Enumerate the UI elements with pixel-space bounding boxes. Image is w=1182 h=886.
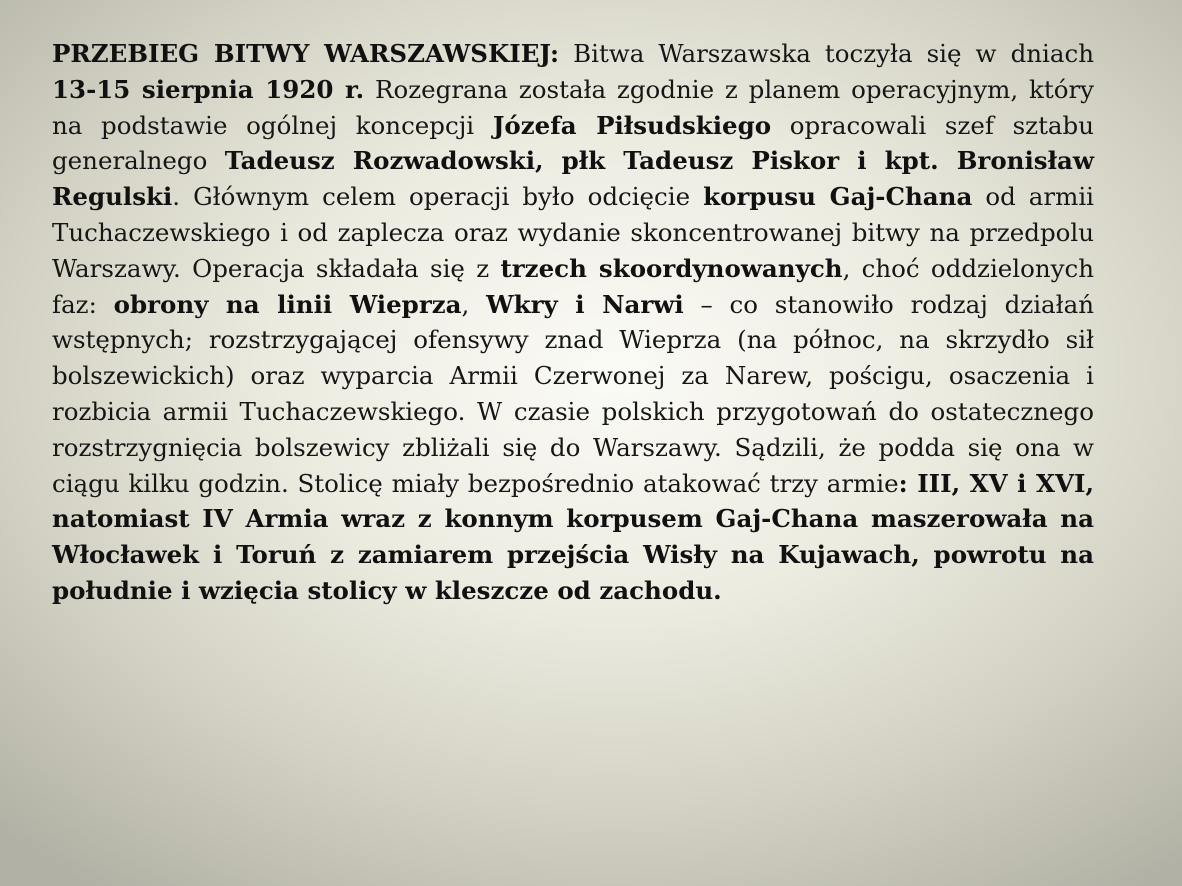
text-run: , bbox=[461, 289, 487, 319]
text-run: opracowali szef sztabu generalnego bbox=[52, 110, 1094, 176]
text-run-bold: 13-15 sierpnia 1920 r. bbox=[52, 74, 365, 104]
text-run: , choć oddzielonych faz: bbox=[52, 253, 1094, 319]
text-run: Bitwa Warszawska toczyła się w dniach bbox=[559, 39, 1094, 68]
text-run: Rozegrana została zgodnie z planem operacyjnym, który na podstawie ogólnej koncepcji bbox=[52, 74, 1095, 140]
text-run-bold: obrony na linii Wieprza bbox=[113, 289, 462, 319]
text-run-bold: PRZEBIEG BITWY WARSZAWSKIEJ: bbox=[52, 39, 560, 68]
text-run: od armii Tuchaczewskiego i od zaplecza oraz wydanie skoncentrowanej bitwy na przedpolu Warszawy. Operacja składała się z bbox=[52, 182, 1095, 283]
slide-text-paragraph bbox=[52, 36, 1094, 609]
text-run-bold: : III, XV i XVI, natomiast IV Armia wraz z konnym korpusem Gaj-Chana maszerowała na Włocławek i Toruń z zamiarem przejścia Wisły na Kujawach, powrotu na południe i wzięcia stolicy w kleszcze od zachodu. bbox=[52, 468, 1094, 605]
text-run: – co stanowiło rodzaj działań wstępnych; rozstrzygającej ofensywy znad Wieprza (na północ, na skrzydło sił bolszewickich) oraz wyparcia Armii Czerwonej za Narew, pościgu, osaczenia i rozbicia armii Tuchaczewskiego. W czasie polskich przygotowań do ostatecznego rozstrzygnięcia bolszewicy zbliżali się do Warszawy. Sądzili, że podda się ona w ciągu kilku godzin. Stolicę miały bezpośrednio atakować trzy armie bbox=[52, 289, 1094, 498]
text-run-bold: korpusu Gaj-Chana bbox=[703, 182, 973, 212]
text-run: . Głównym celem operacji było odcięcie bbox=[172, 182, 704, 212]
text-run-bold: trzech skoordynowanych bbox=[500, 253, 843, 283]
text-run-bold: Tadeusz Rozwadowski, płk Tadeusz Piskor i kpt. Bronisław Regulski bbox=[52, 146, 1094, 212]
text-run-bold: Józefa Piłsudskiego bbox=[492, 110, 772, 140]
text-run-bold: Wkry i Narwi bbox=[486, 289, 684, 319]
